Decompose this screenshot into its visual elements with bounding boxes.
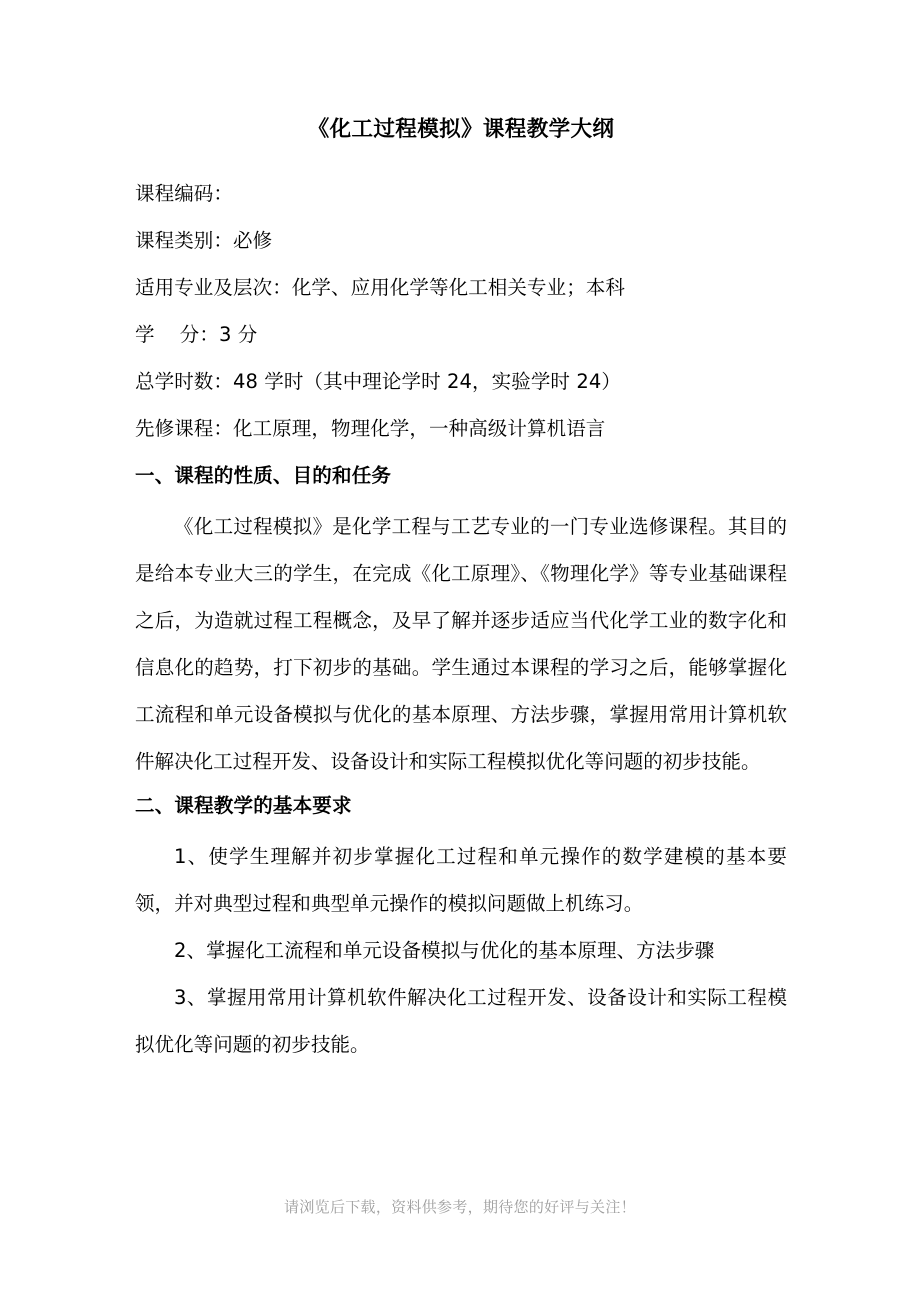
document-content <box>135 0 787 1068</box>
meta-prerequisites: 先修课程：化工原理，物理化学，一种高级计算机语言 <box>135 416 606 440</box>
section-heading-two: 二、课程教学的基本要求 <box>135 793 352 817</box>
meta-applicable-major: 适用专业及层次：化学、应用化学等化工相关专业；本科 <box>135 275 626 299</box>
meta-credits: 学 分：3 分 <box>135 322 258 346</box>
list-item: 1、使学生理解并初步掌握化工过程和单元操作的数学建模的基本要领，并对典型过程和典型单元操作的模拟问题做上机练习。 <box>135 844 787 915</box>
section-two-list <box>135 826 787 1068</box>
section-heading-one: 一、课程的性质、目的和任务 <box>135 463 392 487</box>
section-one-paragraph: 《化工过程模拟》是化学工程与工艺专业的一门专业选修课程。其目的是给本专业大三的学生，在完成《化工原理》、《物理化学》等专业基础课程之后，为造就过程工程概念，及早了解并逐步适应当代化学工业的数字化和信息化的趋势，打下初步的基础。学生通过本课程的学习之后，能够掌握化工流程和单元设备模拟与优化的基本原理、方法步骤，掌握用常用计算机软件解决化工过程开发、设备设计和实际工程模拟优化等问题的初步技能。 <box>135 514 787 773</box>
meta-total-hours: 总学时数：48 学时（其中理论学时 24，实验学时 24） <box>135 369 621 393</box>
meta-course-category: 课程类别：必修 <box>135 228 273 252</box>
page-title: 《化工过程模拟》课程教学大纲 <box>307 117 615 142</box>
list-item: 2、掌握化工流程和单元设备模拟与优化的基本原理、方法步骤 <box>174 938 715 962</box>
footer-note: 请浏览后下载，资料供参考，期待您的好评与关注！ <box>284 1198 636 1216</box>
course-metadata <box>135 170 787 452</box>
list-item: 3、掌握用常用计算机软件解决化工过程开发、设备设计和实际工程模拟优化等问题的初步技能。 <box>135 985 787 1056</box>
meta-course-code: 课程编码： <box>135 181 234 205</box>
